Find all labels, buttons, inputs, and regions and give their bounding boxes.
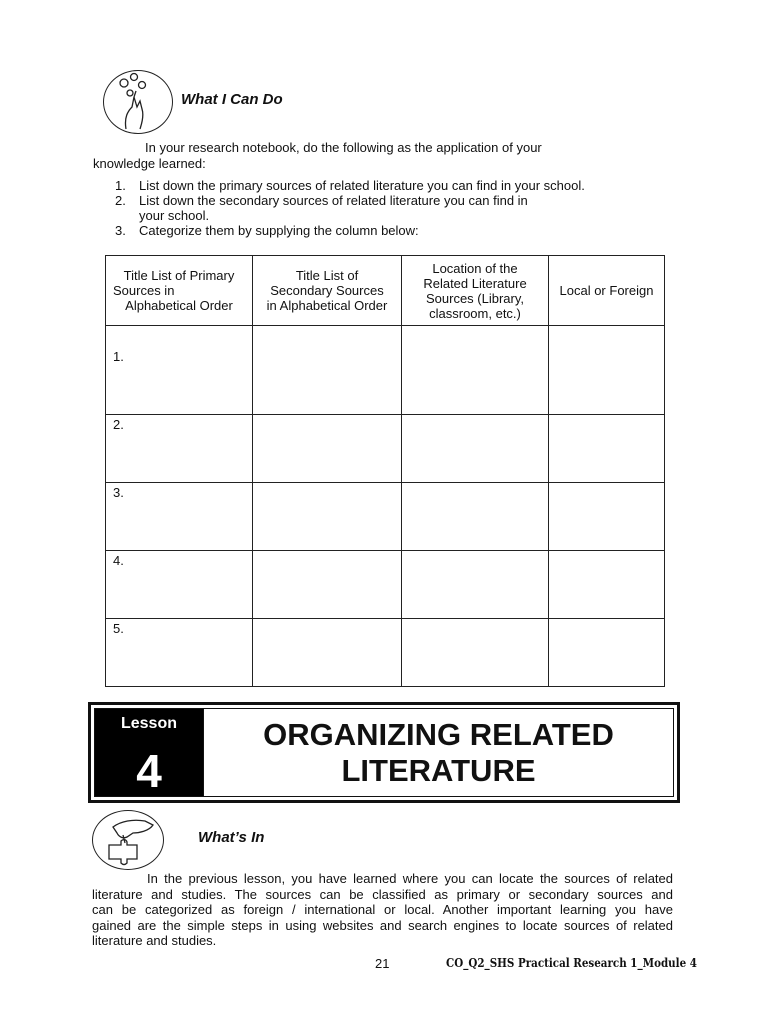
header-line: in Alphabetical Order: [266, 298, 388, 313]
step-text: List down the secondary sources of related literature you can find in: [139, 193, 528, 208]
step-text: your school.: [139, 208, 210, 223]
row-number-cell[interactable]: [106, 415, 253, 483]
table-cell[interactable]: [549, 483, 665, 551]
paragraph-line: literature and studies.: [92, 933, 217, 948]
table-row: [106, 619, 665, 687]
module-code: CO_Q2_SHS Practical Research 1_Module 4: [446, 956, 697, 970]
row-number-cell[interactable]: [106, 483, 253, 551]
lesson-title-line: ORGANIZING RELATED: [263, 716, 614, 752]
step-text: Categorize them by supplying the column below:: [139, 223, 419, 238]
list-item: [115, 178, 675, 193]
list-item: [115, 223, 675, 238]
paragraph-line: literature and studies. The sources can be classified as primary or secondary sources and: [92, 886, 673, 902]
column-header: [402, 256, 549, 326]
header-line: Title List of Primary: [123, 268, 235, 283]
lesson-number-box: [95, 709, 203, 796]
page-number: 21: [375, 956, 390, 971]
lesson-title: [203, 709, 673, 796]
steps-list: [115, 178, 675, 238]
table-cell[interactable]: [549, 326, 665, 415]
row-number: 4.: [113, 553, 124, 568]
lesson-label: Lesson: [120, 715, 177, 732]
row-number-cell[interactable]: [106, 551, 253, 619]
row-number-cell[interactable]: [106, 619, 253, 687]
header-line: Sources in: [113, 283, 175, 298]
paragraph-line: can be categorized as foreign / international or local. Another important learning you have: [92, 902, 673, 917]
hand-gears-icon: [103, 70, 173, 134]
row-number: 2.: [113, 417, 124, 432]
row-number: 5.: [113, 621, 124, 636]
table-row: [106, 551, 665, 619]
table-cell[interactable]: [402, 551, 549, 619]
intro-line: knowledge learned:: [93, 155, 206, 171]
table-row: [106, 415, 665, 483]
header-line: [106, 283, 252, 298]
table-header-row: [106, 256, 665, 326]
table-cell[interactable]: [253, 551, 402, 619]
header-line: Alphabetical Order: [125, 298, 233, 313]
table-cell[interactable]: [402, 326, 549, 415]
step-number: 1.: [115, 178, 126, 193]
table-cell[interactable]: [253, 415, 402, 483]
table-row: [106, 483, 665, 551]
header-line: Related Literature: [423, 275, 527, 291]
whats-in-paragraph: [92, 871, 673, 949]
table-cell[interactable]: [402, 483, 549, 551]
table-cell[interactable]: [549, 415, 665, 483]
row-number: 3.: [113, 485, 124, 500]
what-i-can-do-title: What I Can Do: [181, 91, 283, 108]
header-line: Secondary Sources: [270, 283, 384, 298]
step-number: 3.: [115, 223, 126, 238]
row-number-cell[interactable]: [106, 326, 253, 415]
activity-table: [105, 255, 665, 687]
whats-in-title: What’s In: [198, 829, 265, 846]
header-line: Title List of: [295, 268, 359, 283]
hand-puzzle-icon: [92, 810, 164, 870]
list-item: [115, 193, 675, 223]
header-line: Sources (Library,: [425, 290, 524, 306]
table-cell[interactable]: [253, 326, 402, 415]
paragraph-line: In the previous lesson, you have learned where you can locate the sources of related: [147, 871, 673, 886]
table-cell[interactable]: [549, 551, 665, 619]
step-number: 2.: [115, 193, 126, 208]
table-cell[interactable]: [253, 619, 402, 687]
table-cell[interactable]: [253, 483, 402, 551]
header-line: Location of the: [432, 260, 518, 276]
row-number: 1.: [113, 349, 124, 364]
paragraph-line: gained are the simple steps in using websites and search engines to locate sources of related: [92, 917, 673, 933]
table-row: [106, 326, 665, 415]
table-cell[interactable]: [402, 415, 549, 483]
lesson-number: 4: [136, 745, 162, 797]
column-header: [106, 256, 253, 326]
header-line: classroom, etc.): [429, 305, 521, 321]
header-line: Local or Foreign: [559, 283, 654, 298]
what-i-can-do-intro: [93, 140, 693, 171]
lesson-title-line: LITERATURE: [341, 752, 536, 788]
column-header: [253, 256, 402, 326]
table-cell[interactable]: [549, 619, 665, 687]
intro-line: In your research notebook, do the following as the application of your: [145, 140, 542, 155]
lesson-banner: [88, 702, 680, 803]
lesson-banner-frame: [94, 708, 674, 797]
step-text: List down the primary sources of related literature you can find in your school.: [139, 178, 585, 193]
table-cell[interactable]: [402, 619, 549, 687]
column-header: [549, 256, 665, 326]
